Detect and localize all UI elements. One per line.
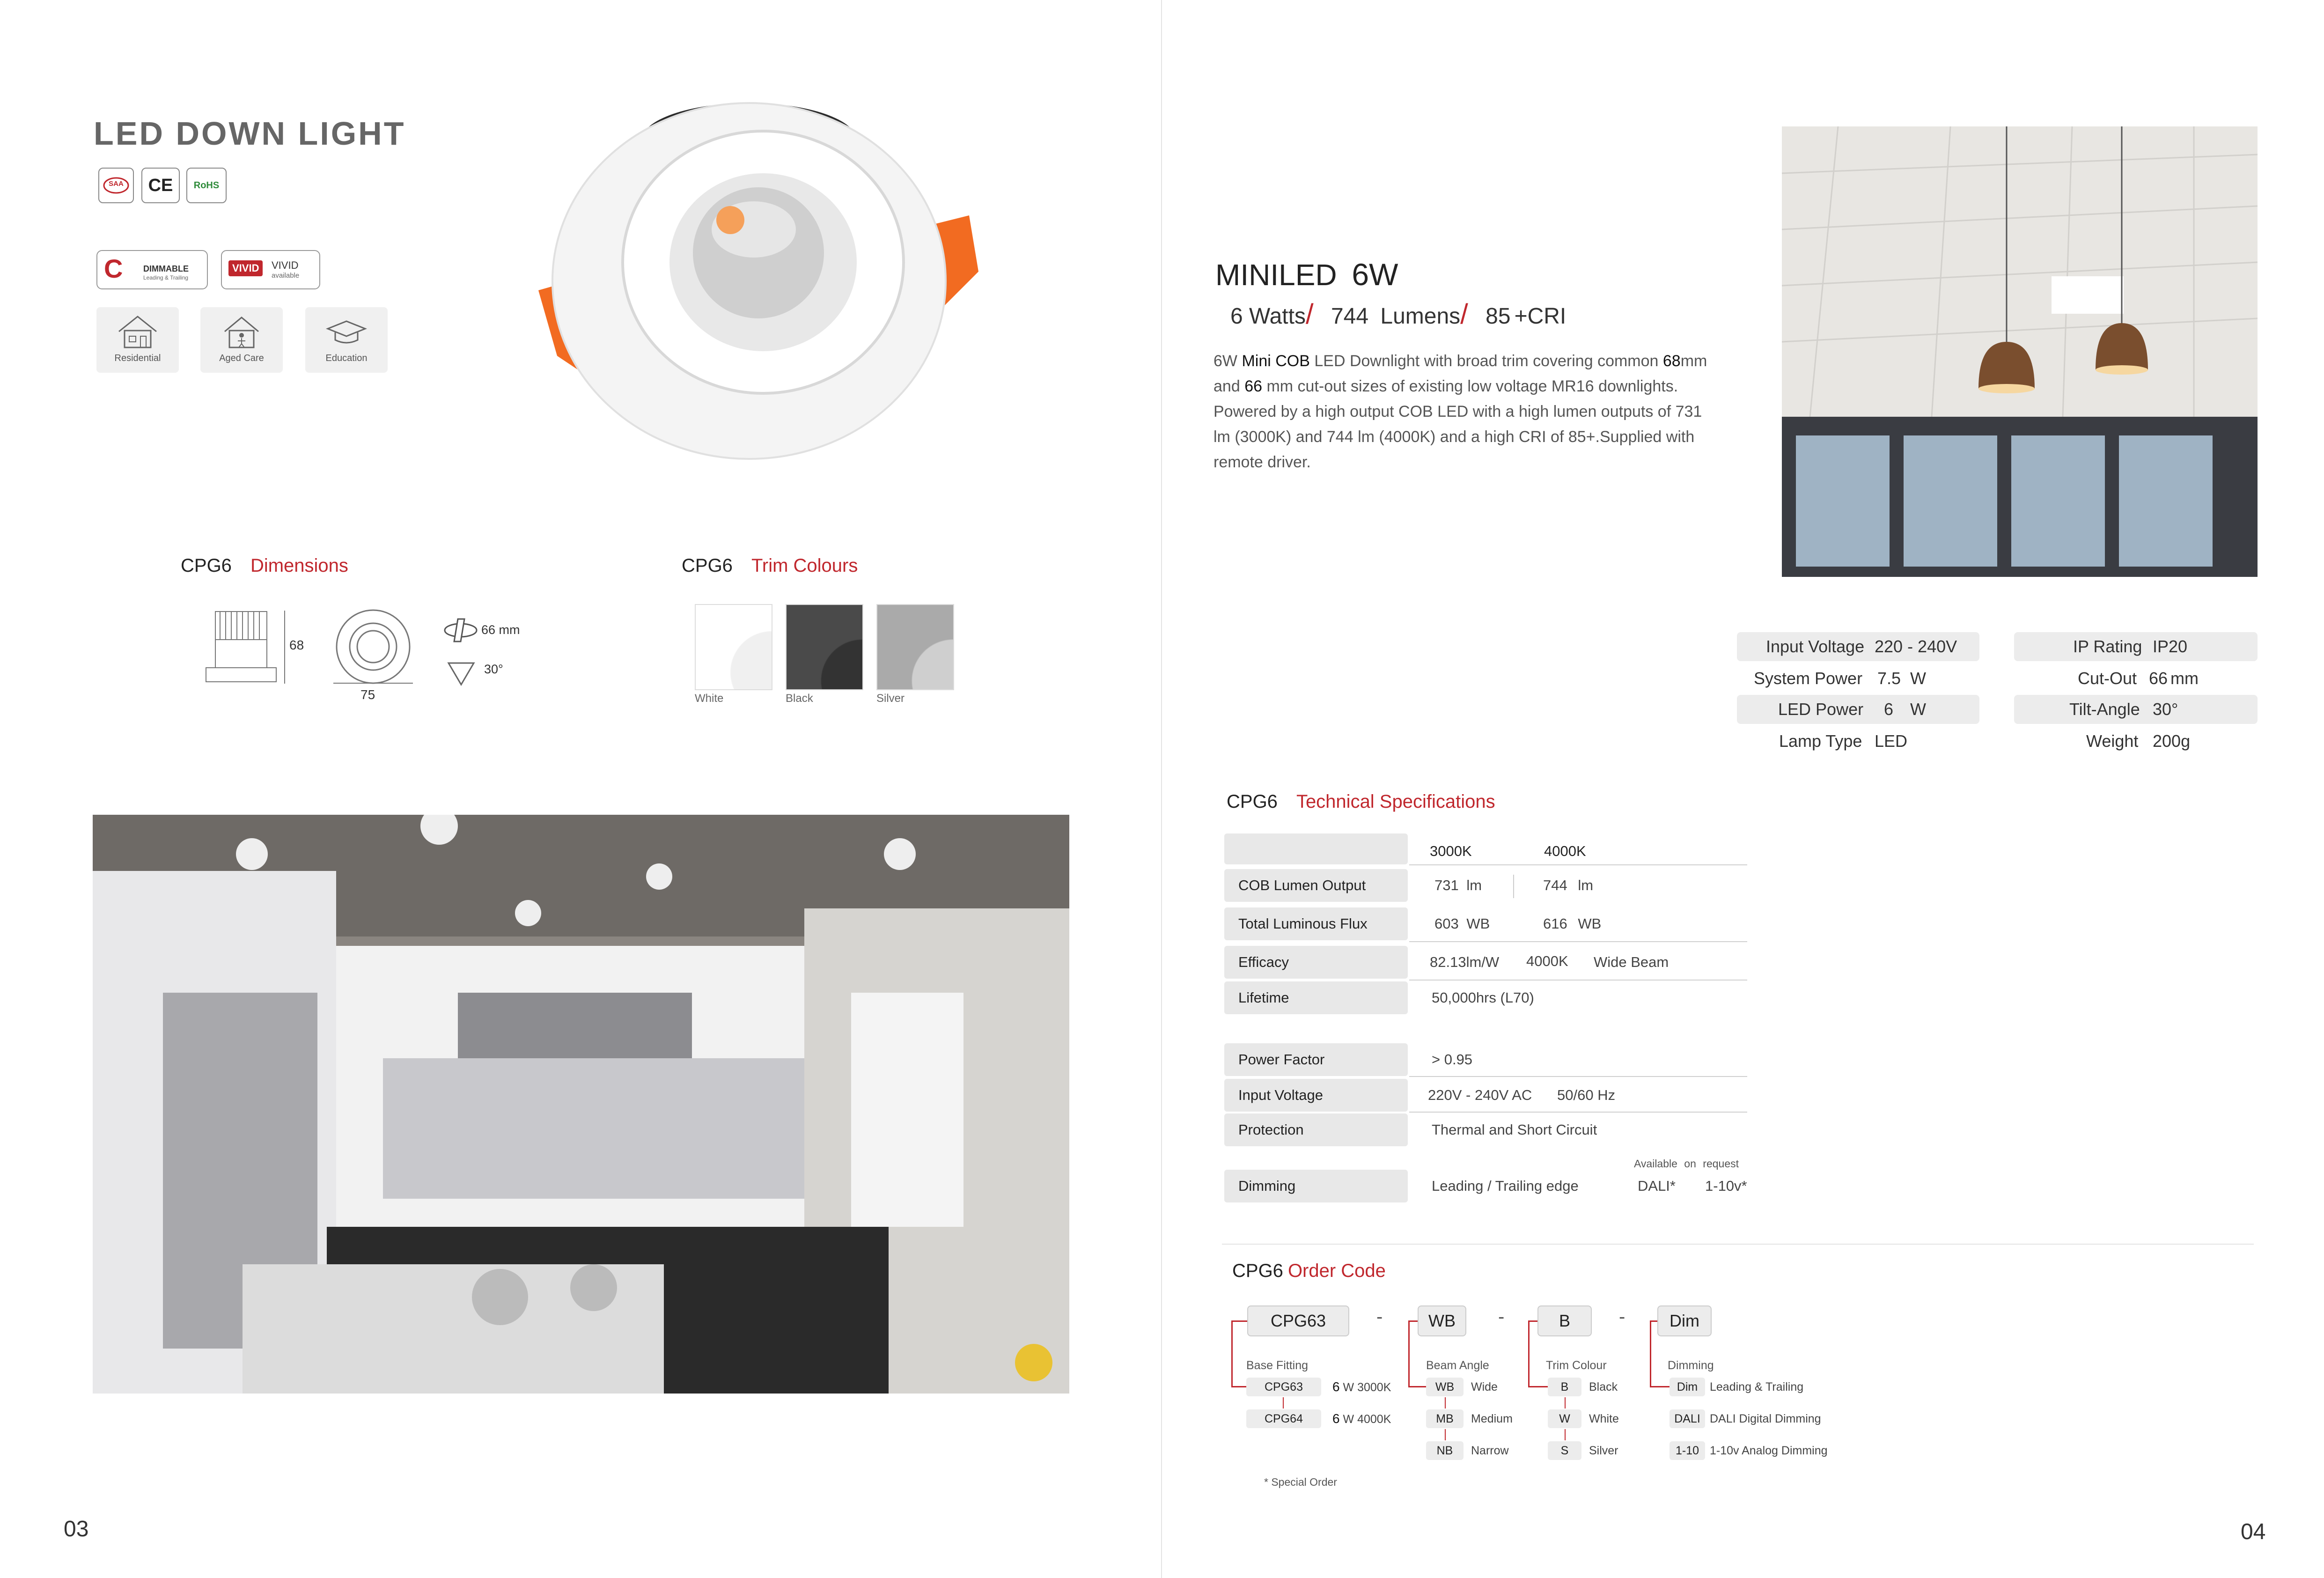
tech-specs-label: Technical Specifications [1296, 791, 1495, 812]
spec-input-voltage-value: 220 - 240V [1875, 637, 1957, 656]
tech-table-header-cell [1224, 833, 1408, 864]
colour-option-desc: Black [1589, 1380, 1618, 1394]
product-heading [1215, 257, 1398, 292]
app-residential-label: Residential [114, 353, 161, 363]
product-description [1213, 348, 1747, 475]
spec-tilt-label: Tilt-Angle [2069, 700, 2140, 719]
base-connector-v [1231, 1321, 1233, 1387]
base-option-desc [1332, 1409, 1391, 1429]
desc-l2a: and [1213, 377, 1245, 395]
spec-cutout-unit: mm [2170, 669, 2199, 688]
beam-connector-bottom [1408, 1386, 1427, 1387]
trim-swatch-silver [876, 604, 954, 690]
spec-led-power-label: LED Power [1778, 700, 1864, 719]
table-line [1409, 980, 1747, 981]
app-education [305, 307, 388, 373]
dim-option-desc: Leading & Trailing [1710, 1380, 1804, 1394]
spec-led-power-unit: W [1910, 700, 1926, 719]
diameter-dimension-line [333, 681, 413, 686]
app-aged-care-label: Aged Care [219, 353, 264, 363]
dimmable-icon: C [104, 254, 123, 283]
spec-cutout-value: 66 [2149, 669, 2168, 688]
page-spine [1161, 0, 1162, 1578]
col-4000k: 4000K [1544, 843, 1586, 859]
base-option-code: CPG63 [1246, 1378, 1321, 1396]
cob-3000-unit: lm [1466, 877, 1482, 893]
vivid-subtitle: available [272, 272, 300, 280]
house-icon [114, 313, 161, 350]
spec-system-power-unit: W [1910, 669, 1926, 688]
spec-tilt-angle [2014, 695, 2258, 724]
order-code-label: Order Code [1287, 1261, 1386, 1281]
trim-label-silver: Silver [876, 692, 905, 705]
dimming-note: Available on request [1634, 1158, 1739, 1170]
order-code-colour: B [1537, 1305, 1592, 1336]
colour-connector-tick [1565, 1429, 1566, 1440]
interior-photo [1782, 126, 2258, 577]
dimensions-heading [181, 555, 348, 576]
desc-l2c: mm cut-out sizes of existing low voltage MR16 downlights. [1262, 377, 1678, 395]
summary-sep-2: / [1460, 298, 1468, 330]
row-input-voltage-value: 220V - 240V AC [1428, 1087, 1532, 1103]
trim-label-black: Black [786, 692, 813, 705]
description-line-5: remote driver. [1213, 453, 1311, 471]
section-divider [1222, 1244, 2254, 1245]
row-dimming-dali: DALI* [1638, 1178, 1676, 1194]
desc-l1d: 68 [1662, 352, 1681, 370]
summary-watts-label: Watts [1249, 304, 1306, 329]
order-code-heading [1232, 1261, 1386, 1282]
dim-option-code: 1-10 [1669, 1441, 1705, 1460]
order-code-beam: WB [1418, 1305, 1466, 1336]
app-aged-care [200, 307, 283, 373]
colour-option-desc: White [1589, 1412, 1619, 1425]
product-summary [1230, 298, 1566, 330]
spec-led-power [1737, 695, 1979, 724]
trim-swatch-white [695, 604, 772, 690]
order-dash-3: - [1619, 1306, 1625, 1327]
flux-3000-value: 603 [1434, 915, 1459, 932]
base-connector-tick [1283, 1397, 1284, 1408]
row-input-voltage-freq: 50/60 Hz [1557, 1087, 1616, 1103]
row-power-factor-value: > 0.95 [1432, 1051, 1473, 1068]
row-input-voltage-label: Input Voltage [1224, 1079, 1408, 1112]
colour-connector-top [1528, 1320, 1537, 1322]
row-efficacy-cct: 4000K [1526, 953, 1568, 969]
beam-option-code: MB [1426, 1409, 1464, 1428]
colour-connector-tick [1565, 1397, 1566, 1408]
trim-model: CPG6 [682, 555, 733, 576]
ce-badge: CE [141, 168, 180, 203]
colour-option-code: B [1548, 1378, 1581, 1396]
summary-lumens-label: Lumens [1380, 304, 1461, 329]
cob-divider [1513, 875, 1514, 898]
beam-option-desc: Narrow [1471, 1444, 1509, 1457]
base-option-desc [1332, 1378, 1391, 1397]
colour-connector-bottom [1528, 1386, 1548, 1387]
order-code-model: CPG6 [1232, 1261, 1283, 1281]
table-line [1409, 1076, 1747, 1077]
table-line [1409, 864, 1747, 865]
dimensions-model: CPG6 [181, 555, 232, 576]
description-line-4: lm (3000K) and 744 lm (4000K) and a high CRI of 85+.Supplied with [1213, 428, 1695, 446]
summary-cri-label: +CRI [1514, 304, 1566, 329]
table-line [1409, 941, 1747, 942]
flux-3000-unit: WB [1466, 915, 1490, 932]
order-code-dim: Dim [1657, 1305, 1712, 1336]
colour-option-code: W [1548, 1409, 1581, 1428]
dim-connector-v [1650, 1321, 1651, 1387]
aged-care-icon [218, 313, 265, 350]
dimensions-label: Dimensions [250, 555, 348, 576]
beam-connector-tick [1445, 1429, 1446, 1440]
summary-sep-1: / [1305, 298, 1314, 330]
table-line [1409, 1112, 1747, 1113]
beam-connector-v [1408, 1321, 1410, 1387]
dimension-height: 68 [289, 638, 304, 652]
spec-ip-rating-label: IP Rating [2073, 637, 2142, 656]
row-efficacy-value: 82.13lm/W [1430, 954, 1500, 970]
cutout-icon [442, 616, 479, 644]
beam-connector-top [1408, 1320, 1418, 1322]
row-luminous-flux-label: Total Luminous Flux [1224, 907, 1408, 940]
row-power-factor-label: Power Factor [1224, 1043, 1408, 1076]
tech-specs-model: CPG6 [1227, 791, 1278, 812]
base-option-code: CPG64 [1246, 1409, 1321, 1428]
dim-connector-top [1650, 1320, 1657, 1322]
kitchen-photo [93, 815, 1069, 1394]
desc-l1c: LED Downlight with broad trim covering common [1309, 352, 1663, 370]
spec-weight-label: Weight [2086, 731, 2139, 751]
vivid-title: VIVID [272, 259, 299, 271]
row-lifetime-label: Lifetime [1224, 981, 1408, 1014]
flux-4000-unit: WB [1578, 915, 1602, 932]
trim-swatch-black [786, 604, 863, 690]
spec-lamp-type-value: LED [1875, 731, 1908, 751]
graduation-cap-icon [323, 313, 370, 350]
row-flux-3000 [1434, 907, 1490, 940]
base-fitting-title: Base Fitting [1246, 1359, 1309, 1372]
summary-lumens: 744 [1331, 304, 1369, 329]
spec-cutout-label: Cut-Out [2078, 669, 2137, 688]
desc-l1b: Mini COB [1242, 352, 1310, 370]
row-dimming-value: Leading / Trailing edge [1432, 1178, 1579, 1194]
beam-option-code: NB [1426, 1441, 1464, 1460]
spec-system-power-value: 7.5 [1877, 669, 1901, 688]
spec-lamp-type [1737, 727, 1979, 756]
dim-option-desc: 1-10v Analog Dimming [1710, 1444, 1828, 1457]
cob-3000-value: 731 [1434, 877, 1459, 893]
app-residential [96, 307, 179, 373]
beam-angle-title: Beam Angle [1426, 1359, 1489, 1372]
beam-connector-tick [1445, 1397, 1446, 1408]
cob-4000-unit: lm [1578, 877, 1594, 893]
dim-option-code: Dim [1669, 1378, 1705, 1396]
page-number-left: 03 [64, 1517, 89, 1541]
desc-l1e: mm [1680, 352, 1707, 370]
spec-tilt-value: 30° [2153, 700, 2178, 719]
row-lifetime-value: 50,000hrs (L70) [1432, 989, 1534, 1006]
beam-option-desc: Wide [1471, 1380, 1498, 1394]
order-dash-1: - [1376, 1306, 1383, 1327]
spec-input-voltage-label: Input Voltage [1766, 637, 1865, 656]
tech-specs-heading [1227, 791, 1495, 812]
row-cob-4000 [1543, 869, 1593, 902]
base-option-text: W 3000K [1343, 1381, 1391, 1394]
spec-ip-rating [2014, 632, 2258, 661]
base-connector-bottom [1231, 1386, 1248, 1387]
trim-colour-title: Trim Colour [1546, 1359, 1607, 1372]
spec-ip-rating-value: IP20 [2153, 637, 2188, 656]
spec-cutout [2014, 664, 2258, 693]
product-name: MINILED [1215, 258, 1337, 292]
spec-lamp-type-label: Lamp Type [1779, 731, 1862, 751]
spec-weight-value: 200g [2153, 731, 2191, 751]
dim-connector-bottom [1650, 1386, 1670, 1387]
base-option-text: W 4000K [1343, 1413, 1391, 1426]
colour-connector-v [1528, 1321, 1530, 1387]
order-dash-2: - [1498, 1306, 1505, 1327]
description-line-1 [1213, 348, 1747, 374]
trim-heading [682, 555, 858, 576]
page-number-right: 04 [2241, 1519, 2266, 1544]
row-dimming-110v: 1-10v* [1705, 1178, 1747, 1194]
spec-weight [2014, 727, 2258, 756]
special-order-note: * Special Order [1264, 1476, 1337, 1488]
base-option-watt: 6 [1332, 1379, 1340, 1394]
dimension-tilt: 30° [484, 662, 503, 676]
dim-option-code: DALI [1669, 1409, 1705, 1428]
spec-input-voltage [1737, 632, 1979, 661]
saa-label: SAA [109, 180, 124, 188]
summary-watts: 6 [1230, 304, 1243, 329]
spec-led-power-value: 6 [1884, 700, 1894, 719]
saa-badge [98, 168, 134, 203]
trim-label-white: White [695, 692, 724, 705]
vivid-badge [221, 250, 320, 289]
dimmable-badge [96, 250, 208, 289]
description-line-2 [1213, 374, 1747, 399]
row-efficacy-beam: Wide Beam [1594, 954, 1669, 970]
row-protection-label: Protection [1224, 1113, 1408, 1146]
beam-option-code: WB [1426, 1378, 1464, 1396]
summary-cri: 85 [1486, 304, 1511, 329]
base-option-watt: 6 [1332, 1411, 1340, 1426]
dimming-title: Dimming [1668, 1359, 1714, 1372]
vivid-logo: VIVID [228, 260, 263, 276]
cob-4000-value: 744 [1543, 877, 1567, 893]
downlight-product-image [529, 75, 988, 468]
row-protection-value: Thermal and Short Circuit [1432, 1121, 1597, 1138]
dimension-diameter: 75 [360, 687, 375, 702]
height-dimension-line [280, 611, 289, 684]
flux-4000-value: 616 [1543, 915, 1567, 932]
row-efficacy-label: Efficacy [1224, 946, 1408, 979]
tilt-angle-icon [446, 657, 477, 688]
trim-label: Trim Colours [751, 555, 858, 576]
desc-l2b: 66 [1244, 377, 1263, 395]
page-title: LED DOWN LIGHT [94, 115, 406, 152]
rohs-badge: RoHS [186, 168, 227, 203]
row-flux-4000 [1543, 907, 1601, 940]
description-line-3: Powered by a high output COB LED with a high lumen outputs of 731 [1213, 403, 1702, 420]
side-view-drawing [201, 609, 281, 693]
dim-option-desc: DALI Digital Dimming [1710, 1412, 1821, 1425]
spec-system-power [1737, 664, 1979, 693]
app-education-label: Education [325, 353, 368, 363]
row-cob-3000 [1434, 869, 1482, 902]
front-view-drawing [333, 607, 413, 686]
base-connector-top [1231, 1320, 1247, 1322]
spec-system-power-label: System Power [1754, 669, 1863, 688]
dimension-cutout: 66 mm [481, 623, 520, 637]
desc-l1a: 6W [1213, 352, 1242, 370]
product-power: 6W [1352, 257, 1398, 292]
beam-option-desc: Medium [1471, 1412, 1513, 1425]
colour-option-code: S [1548, 1441, 1581, 1460]
col-3000k: 3000K [1430, 843, 1472, 859]
order-code-base: CPG63 [1247, 1305, 1349, 1336]
dimmable-subtitle: Leading & Trailing [143, 274, 189, 281]
dimmable-title: DIMMABLE [143, 264, 189, 273]
row-dimming-label: Dimming [1224, 1170, 1408, 1202]
colour-option-desc: Silver [1589, 1444, 1618, 1457]
row-cob-lumen-label: COB Lumen Output [1224, 869, 1408, 902]
